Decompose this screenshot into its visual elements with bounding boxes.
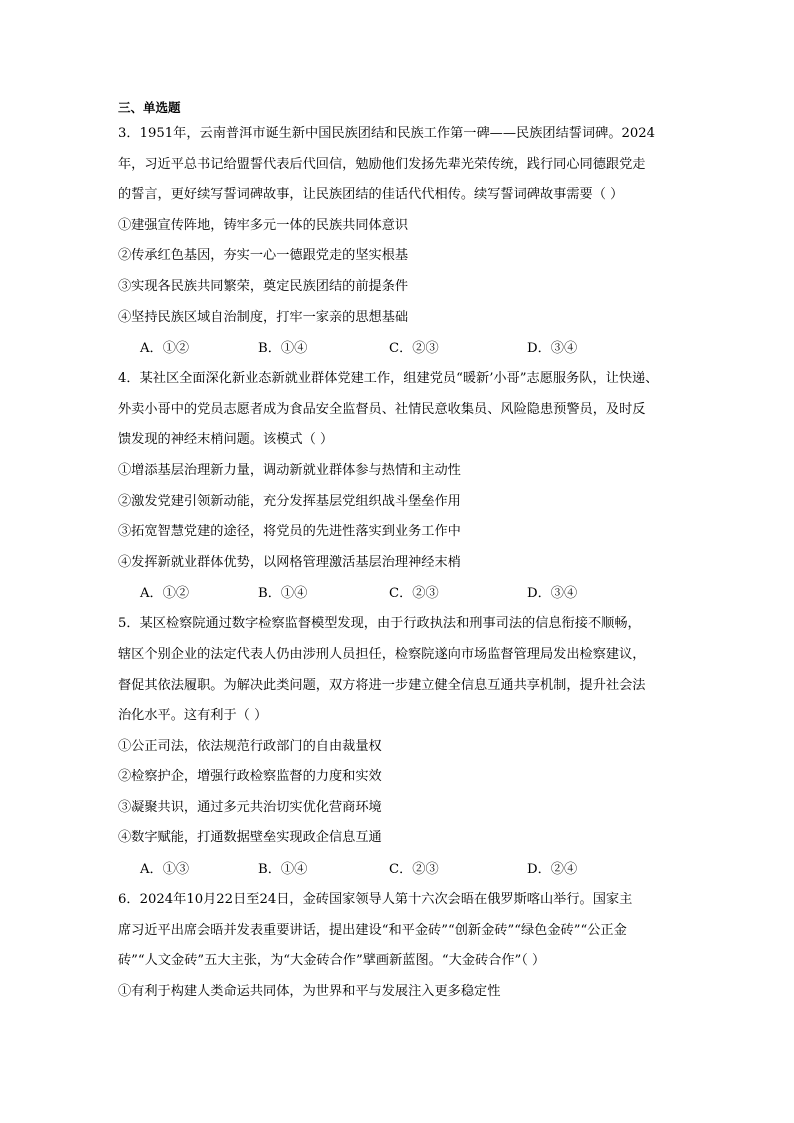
option-a: A．①② bbox=[140, 586, 190, 602]
section-title: 三、单选题 bbox=[118, 100, 181, 115]
question-stem bbox=[118, 609, 678, 731]
stem-line: 4．某社区全面深化新业态新就业群体党建工作，组建党员“暖新’小哥”志愿服务队，让快递、 bbox=[118, 371, 659, 387]
question-stem bbox=[118, 119, 678, 211]
statement-1: ①建强宣传阵地，铸牢多元一体的民族共同体意识 bbox=[118, 217, 409, 233]
question-3 bbox=[118, 119, 678, 364]
stem-line: 的誓言，更好续写誓词碑故事，让民族团结的佳话代代相传。续写誓词碑故事需要（ ） bbox=[118, 187, 624, 203]
option-b: B．①④ bbox=[258, 586, 308, 602]
option-d: D．③④ bbox=[527, 586, 578, 602]
statement-4: ④数字赋能，打通数据壁垒实现政企信息互通 bbox=[118, 830, 382, 846]
option-d: D．③④ bbox=[527, 341, 578, 357]
question-4 bbox=[118, 364, 678, 609]
option-c: C．②③ bbox=[389, 341, 439, 357]
question-5 bbox=[118, 609, 678, 885]
stem-line: 馈发现的神经末梢问题。该模式（ ） bbox=[118, 432, 334, 448]
statement-2: ②检察护企，增强行政检察监督的力度和实效 bbox=[118, 769, 382, 785]
exam-content bbox=[118, 97, 678, 1007]
statement-2: ②传承红色基因，夯实一心一德跟党走的坚实根基 bbox=[118, 248, 409, 264]
stem-line: 辖区个别企业的法定代表人仍由涉刑人员担任，检察院遂向市场监督管理局发出检察建议， bbox=[118, 646, 646, 662]
option-c: C．②③ bbox=[389, 862, 439, 878]
statement-1: ①公正司法，依法规范行政部门的自由裁量权 bbox=[118, 738, 382, 754]
stem-line: 年，习近平总书记给盟誓代表后代回信，勉励他们发扬先辈光荣传统，践行同心同德跟党走 bbox=[118, 156, 646, 172]
option-d: D．②④ bbox=[527, 862, 578, 878]
options-row bbox=[118, 854, 678, 885]
statement-2: ②激发党建引领新动能，充分发挥基层党组织战斗堡垒作用 bbox=[118, 493, 461, 509]
stem-line: 治化水平。这有利于（ ） bbox=[118, 708, 268, 724]
stem-line: 6．2024年10月22日至24日，金砖国家领导人第十六次会晤在俄罗斯喀山举行。国家主 bbox=[118, 892, 633, 908]
option-c: C．②③ bbox=[389, 586, 439, 602]
options-row bbox=[118, 578, 678, 609]
stem-line: 5．某区检察院通过数字检察监督模型发现，由于行政执法和刑事司法的信息衔接不顺畅， bbox=[118, 616, 641, 632]
statement-4: ④坚持民族区域自治制度，打牢一家亲的思想基础 bbox=[118, 309, 409, 325]
statement-1: ①有利于构建人类命运共同体，为世界和平与发展注入更多稳定性 bbox=[118, 983, 501, 999]
stem-line: 砖”“人文金砖”五大主张，为“大金砖合作”擘画新蓝图。“大金砖合作”（ ） bbox=[118, 953, 546, 969]
statement-3: ③实现各民族共同繁荣，奠定民族团结的前提条件 bbox=[118, 278, 409, 294]
question-stem bbox=[118, 885, 678, 977]
option-b: B．①④ bbox=[258, 341, 308, 357]
stem-line: 席习近平出席会晤并发表重要讲话，提出建设“和平金砖”“创新金砖”“绿色金砖”“公正金 bbox=[118, 922, 627, 938]
statement-4: ④发挥新就业群体优势，以网格管理激活基层治理神经末梢 bbox=[118, 554, 461, 570]
statement-3: ③凝聚共识，通过多元共治切实优化营商环境 bbox=[118, 799, 382, 815]
option-b: B．①④ bbox=[258, 862, 308, 878]
option-a: A．①③ bbox=[140, 862, 190, 878]
stem-line: 外卖小哥中的党员志愿者成为食品安全监督员、社情民意收集员、风险隐患预警员，及时反 bbox=[118, 401, 646, 417]
stem-line: 督促其依法履职。为解决此类问题，双方将进一步建立健全信息互通共享机制，提升社会法 bbox=[118, 677, 646, 693]
statement-1: ①增添基层治理新力量，调动新就业群体参与热情和主动性 bbox=[118, 462, 461, 478]
options-row bbox=[118, 333, 678, 364]
stem-line: 3．1951年，云南普洱市诞生新中国民族团结和民族工作第一碑——民族团结誓词碑。2024 bbox=[118, 126, 656, 141]
statement-3: ③拓宽智慧党建的途径，将党员的先进性落实到业务工作中 bbox=[118, 524, 461, 540]
option-a: A．①② bbox=[140, 341, 190, 357]
question-6 bbox=[118, 885, 678, 1007]
question-stem bbox=[118, 364, 678, 456]
